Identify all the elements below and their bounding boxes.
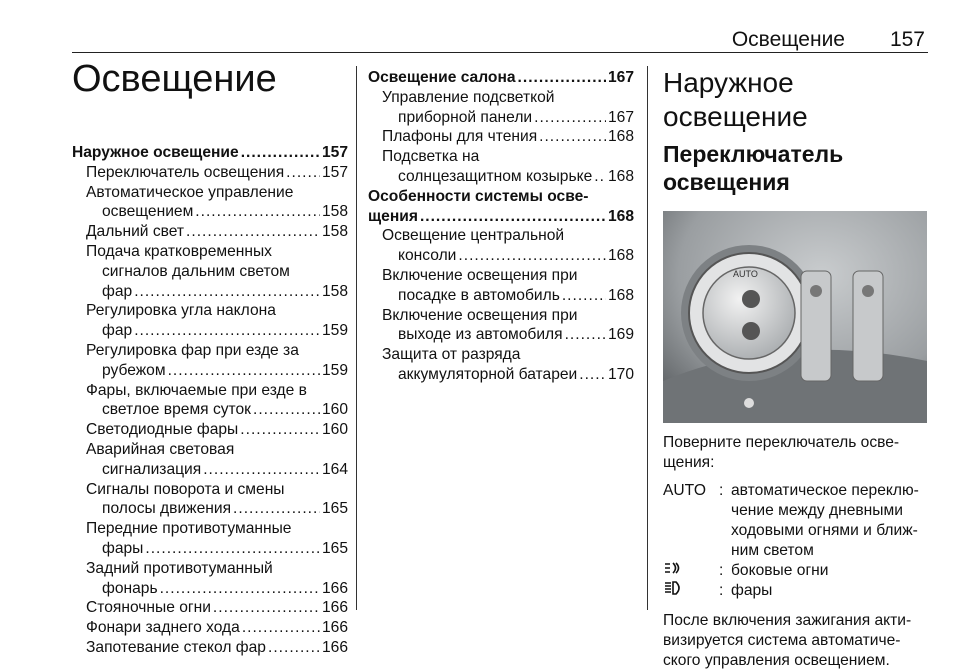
- toc-entry-text: Светодиодные фары: [86, 421, 239, 439]
- toc-entry[interactable]: [368, 88, 634, 128]
- toc-entry-text: Фонари заднего хода: [86, 619, 240, 637]
- toc-page-number: 157: [321, 144, 348, 161]
- toc-entry[interactable]: [72, 301, 348, 341]
- toc-entry[interactable]: [368, 266, 634, 306]
- toc-leader-dots: [213, 598, 320, 618]
- toc-entry[interactable]: [368, 68, 634, 88]
- toc-entry-text: освещением: [102, 203, 194, 221]
- toc-leader-dots: [534, 108, 606, 128]
- toc-entry-text: посадке в автомобиль: [398, 286, 560, 304]
- definition-line: ним светом: [731, 542, 814, 559]
- toc-leader-dots: [134, 321, 320, 341]
- toc-page-number: 158: [321, 203, 348, 221]
- toc-leader-dots: [240, 420, 320, 440]
- content-column: [663, 66, 927, 671]
- toc-entry-text: фар: [102, 322, 133, 340]
- toc-entry-text: сигнализация: [102, 460, 202, 478]
- outro-line: визируется система автоматиче-: [663, 632, 901, 649]
- toc-leader-dots: [562, 286, 606, 306]
- toc-entry-text: Плафоны для чтения: [382, 128, 538, 146]
- page-header: [650, 28, 925, 52]
- toc-entry-text: фар: [102, 282, 133, 300]
- toc-entry[interactable]: [72, 381, 348, 421]
- toc-entry-text: Управление подсветкой: [382, 88, 555, 106]
- toc-entry-text: Переключатель освещения: [86, 163, 285, 181]
- toc-page-number: 159: [321, 361, 348, 379]
- toc-entry-text: фонарь: [102, 579, 158, 597]
- intro-paragraph: [663, 433, 927, 473]
- toc-entry-text: Особенности системы осве-: [368, 187, 589, 205]
- toc-entry-text: Включение освещения при: [382, 266, 578, 284]
- toc-column-1: [72, 143, 348, 658]
- subsection-heading-line1: Переключатель: [663, 141, 844, 167]
- toc-entry-text: аккумуляторной батареи: [398, 365, 578, 383]
- toc-column-2: [368, 68, 634, 385]
- toc-leader-dots: [233, 499, 320, 519]
- intro-line: Поверните переключатель осве-: [663, 434, 900, 451]
- definition-item: [663, 481, 927, 561]
- toc-entry-text: Подача кратковременных: [86, 242, 272, 260]
- definition-line: чение между дневными: [731, 502, 903, 519]
- definition-line: ходовыми огнями и ближ-: [731, 522, 918, 539]
- outro-line: ского управления освещением.: [663, 652, 890, 669]
- toc-page-number: 166: [321, 638, 348, 656]
- toc-leader-dots: [286, 163, 320, 183]
- definition-colon: :: [719, 582, 724, 599]
- toc-page-number: 170: [607, 365, 634, 383]
- toc-entry-text: светлое время суток: [102, 401, 251, 419]
- toc-leader-dots: [565, 325, 606, 345]
- toc-entry-text: Аварийная световая: [86, 440, 235, 458]
- toc-entry[interactable]: [72, 440, 348, 480]
- toc-entry[interactable]: [72, 143, 348, 163]
- toc-leader-dots: [195, 202, 320, 222]
- definition-value: [731, 561, 927, 581]
- header-title: Освещение: [731, 28, 845, 51]
- toc-entry-text: Наружное освещение: [72, 144, 239, 161]
- definition-line: автоматическое переклю-: [731, 482, 919, 499]
- light-switch-photo: [663, 211, 927, 423]
- column-divider: [647, 66, 648, 610]
- definition-value: [731, 481, 927, 561]
- toc-entry-text: Запотевание стекол фар: [86, 638, 266, 656]
- toc-entry[interactable]: [368, 127, 634, 147]
- toc-entry[interactable]: [368, 147, 634, 187]
- page-title: Освещение: [72, 58, 277, 100]
- toc-leader-dots: [203, 460, 320, 480]
- toc-leader-dots: [242, 618, 320, 638]
- toc-entry[interactable]: [72, 341, 348, 381]
- header-rule: [72, 52, 928, 53]
- toc-page-number: 159: [321, 322, 348, 340]
- toc-leader-dots: [579, 365, 606, 385]
- toc-page-number: 158: [321, 223, 348, 241]
- toc-entry-text: Сигналы поворота и смены: [86, 480, 285, 498]
- toc-leader-dots: [186, 222, 320, 242]
- outro-line: После включения зажигания акти-: [663, 612, 912, 629]
- toc-entry[interactable]: [72, 480, 348, 520]
- toc-leader-dots: [253, 400, 320, 420]
- toc-leader-dots: [420, 207, 606, 227]
- outro-paragraph: [663, 611, 927, 671]
- toc-leader-dots: [134, 282, 320, 302]
- toc-entry-text: Регулировка угла наклона: [86, 302, 276, 320]
- section-heading: Наружное освещение: [663, 67, 808, 132]
- toc-page-number: 165: [321, 539, 348, 557]
- toc-entry[interactable]: [72, 222, 348, 242]
- toc-page-number: 157: [321, 163, 348, 181]
- knob-auto-label: AUTO: [733, 269, 758, 279]
- toc-entry-text: Включение освещения при: [382, 306, 578, 324]
- toc-entry[interactable]: [72, 242, 348, 301]
- toc-entry-text: приборной панели: [398, 108, 533, 126]
- toc-leader-dots: [145, 539, 320, 559]
- toc-entry[interactable]: [368, 226, 634, 266]
- toc-page-number: 164: [321, 460, 348, 478]
- header-page-number: 157: [889, 28, 925, 51]
- toc-entry[interactable]: [72, 638, 348, 658]
- toc-leader-dots: [268, 638, 320, 658]
- toc-entry[interactable]: [368, 345, 634, 385]
- toc-entry-text: Дальний свет: [86, 223, 185, 241]
- toc-page-number: 166: [321, 599, 348, 617]
- toc-entry-text: Защита от разряда: [382, 346, 521, 364]
- headlight-icon: [663, 581, 719, 601]
- toc-leader-dots: [168, 361, 320, 381]
- toc-entry-text: Задний противотуманный: [86, 559, 273, 577]
- subsection-heading-line2: освещения: [663, 169, 790, 195]
- toc-entry-text: солнцезащитном козырьке: [398, 167, 593, 185]
- toc-page-number: 168: [607, 128, 634, 146]
- toc-entry-text: сигналов дальним светом: [102, 262, 290, 280]
- toc-entry-text: Передние противотуманные: [86, 520, 292, 538]
- toc-page-number: 168: [607, 247, 634, 265]
- toc-entry-text: консоли: [398, 247, 457, 265]
- column-divider: [356, 66, 357, 610]
- definition-line: фары: [731, 582, 773, 599]
- toc-page-number: 167: [607, 69, 634, 86]
- toc-page-number: 160: [321, 401, 348, 419]
- toc-page-number: 165: [321, 500, 348, 518]
- toc-page-number: 167: [607, 108, 634, 126]
- toc-entry[interactable]: [72, 420, 348, 440]
- toc-entry-text: Стояночные огни: [86, 599, 211, 617]
- toc-entry[interactable]: [72, 618, 348, 638]
- toc-entry-text: Автоматическое управление: [86, 183, 294, 201]
- toc-entry-text: Регулировка фар при езде за: [86, 341, 299, 359]
- toc-page-number: 168: [607, 207, 634, 225]
- toc-entry-text: щения: [368, 207, 418, 225]
- toc-page-number: 160: [321, 421, 348, 439]
- definition-list: [663, 481, 927, 601]
- definition-item: [663, 561, 927, 581]
- intro-line: щения:: [663, 454, 715, 471]
- toc-page-number: 168: [607, 167, 634, 185]
- toc-entry-text: Фары, включаемые при езде в: [86, 381, 307, 399]
- toc-leader-dots: [594, 167, 606, 187]
- toc-leader-dots: [241, 143, 320, 163]
- toc-page-number: 166: [321, 619, 348, 637]
- definition-colon: :: [719, 482, 724, 499]
- toc-entry-text: Освещение центральной: [382, 227, 565, 245]
- toc-entry[interactable]: [72, 519, 348, 559]
- toc-entry-text: рубежом: [102, 361, 166, 379]
- toc-page-number: 168: [607, 286, 634, 304]
- toc-entry-text: Подсветка на: [382, 148, 480, 166]
- toc-entry[interactable]: [72, 163, 348, 183]
- toc-leader-dots: [518, 68, 606, 88]
- toc-entry-text: выходе из автомобиля: [398, 326, 563, 344]
- toc-leader-dots: [458, 246, 606, 266]
- definition-line: боковые огни: [731, 562, 829, 579]
- toc-entry[interactable]: [368, 306, 634, 346]
- toc-entry-text: Освещение салона: [368, 69, 516, 86]
- definition-key: AUTO: [663, 482, 707, 499]
- toc-entry-text: полосы движения: [102, 500, 232, 518]
- toc-entry-text: фары: [102, 539, 144, 557]
- toc-page-number: 166: [321, 579, 348, 597]
- definition-colon: :: [719, 562, 724, 579]
- definition-item: [663, 581, 927, 601]
- toc-entry[interactable]: [72, 183, 348, 223]
- definition-value: [731, 581, 927, 601]
- toc-page-number: 158: [321, 282, 348, 300]
- side-lights-icon: [663, 561, 719, 581]
- toc-entry[interactable]: [72, 598, 348, 618]
- toc-entry[interactable]: [368, 187, 634, 227]
- toc-leader-dots: [539, 127, 606, 147]
- toc-entry[interactable]: [72, 559, 348, 599]
- light-switch-illustration: [663, 211, 927, 423]
- toc-page-number: 169: [607, 326, 634, 344]
- toc-leader-dots: [160, 579, 320, 599]
